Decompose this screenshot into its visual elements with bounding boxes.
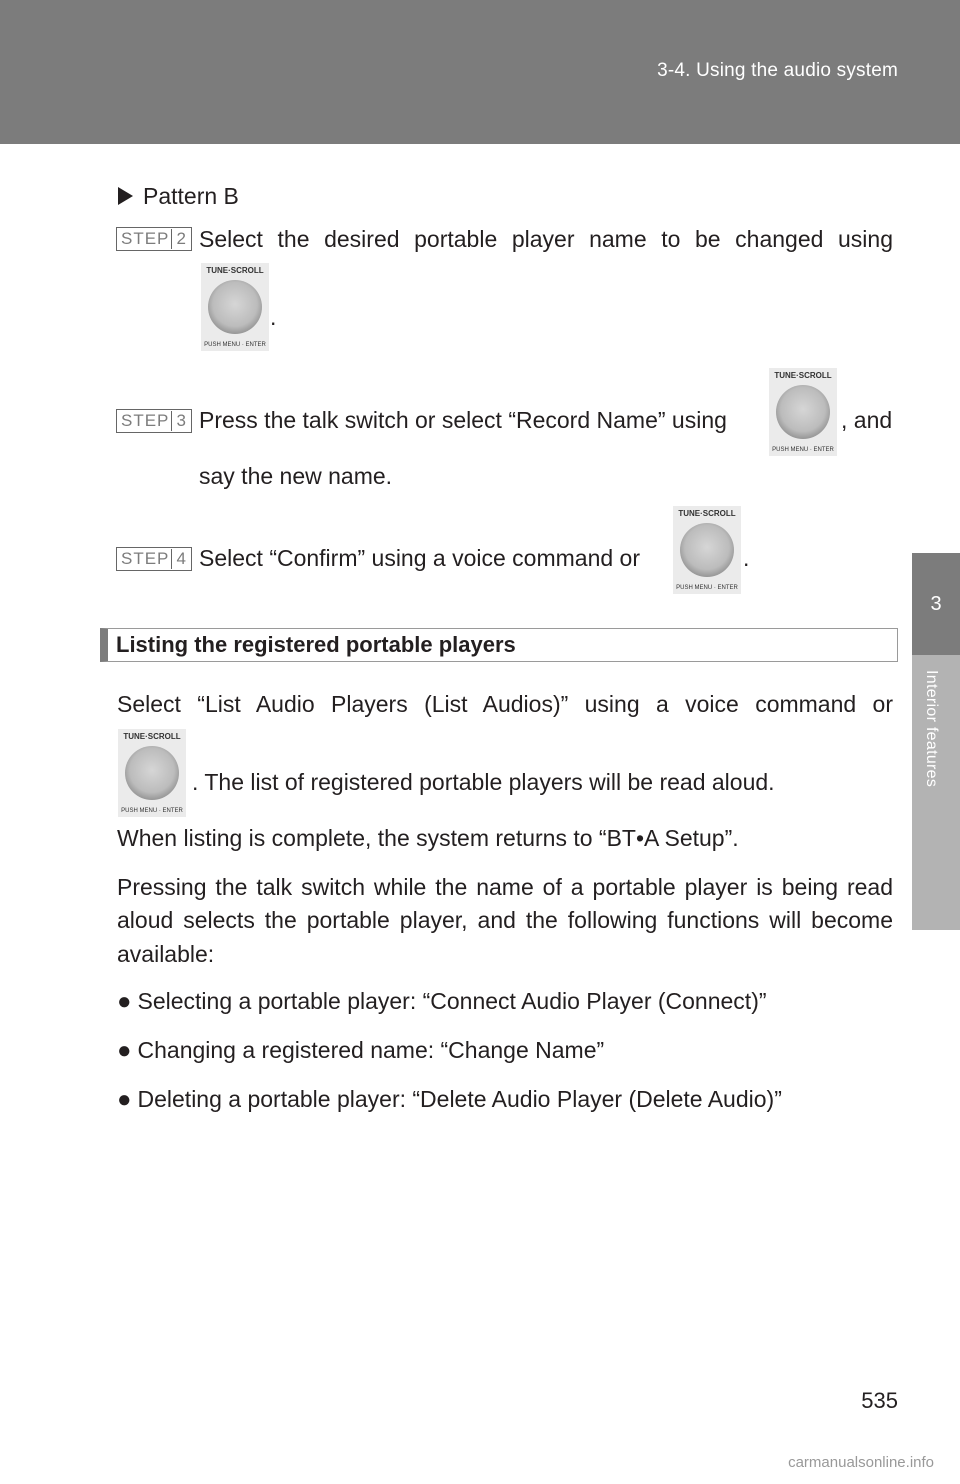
watermark: carmanualsonline.info (788, 1454, 934, 1471)
step-3-line2: say the new name. (199, 463, 393, 489)
section-p3-line2: aloud selects the portable player, and the following functions will become (117, 907, 893, 933)
section-p1b: . The list of registered portable players will be read aloud. (192, 769, 775, 795)
step-3-text: Press the talk switch or select “Record Name” using (199, 407, 727, 433)
page-number: 535 (861, 1388, 898, 1413)
section-p1: Select “List Audio Players (List Audios)” using a voice command or (117, 691, 893, 717)
bullet-icon: ● (117, 1086, 132, 1113)
knob-disc (776, 385, 830, 439)
list-item: ● Changing a registered name: “Change Name” (117, 1037, 605, 1064)
page-header (0, 0, 960, 144)
step-4-period: . (743, 545, 750, 571)
header-title: 3-4. Using the audio system (657, 60, 898, 81)
knob-disc (125, 746, 179, 800)
section-heading: Listing the registered portable players (100, 628, 898, 662)
tune-scroll-knob-icon: TUNE·SCROLL PUSH MENU · ENTER (673, 506, 741, 594)
section-p3-line3: available: (117, 941, 215, 967)
step-2-text: Select the desired portable player name to be changed using (199, 226, 893, 252)
chapter-tab: 3 (912, 553, 960, 655)
chapter-label: Interior features (923, 670, 940, 788)
pattern-heading: Pattern B (118, 181, 239, 211)
section-p2: When listing is complete, the system returns to “BT•A Setup”. (117, 825, 739, 851)
tune-scroll-knob-icon: TUNE·SCROLL PUSH MENU · ENTER (769, 368, 837, 456)
bullet-icon: ● (117, 1037, 132, 1064)
step-4-text: Select “Confirm” using a voice command or (199, 545, 640, 571)
triangle-icon (118, 187, 133, 205)
knob-disc (208, 280, 262, 334)
knob-disc (680, 523, 734, 577)
step-4-badge: STEP 4 (116, 547, 192, 571)
step-2-badge: STEP 2 (116, 227, 192, 251)
list-item: ● Deleting a portable player: “Delete Audio Player (Delete Audio)” (117, 1086, 782, 1113)
bullet-icon: ● (117, 988, 132, 1015)
tune-scroll-knob-icon: TUNE·SCROLL PUSH MENU · ENTER (201, 263, 269, 351)
list-item: ● Selecting a portable player: “Connect Audio Player (Connect)” (117, 988, 767, 1015)
section-p3-line1: Pressing the talk switch while the name of a portable player is being read (117, 874, 893, 900)
step-2-period: . (270, 304, 277, 330)
step-3-badge: STEP 3 (116, 409, 192, 433)
step-3-after: , and (841, 407, 893, 433)
tune-scroll-knob-icon: TUNE·SCROLL PUSH MENU · ENTER (118, 729, 186, 817)
